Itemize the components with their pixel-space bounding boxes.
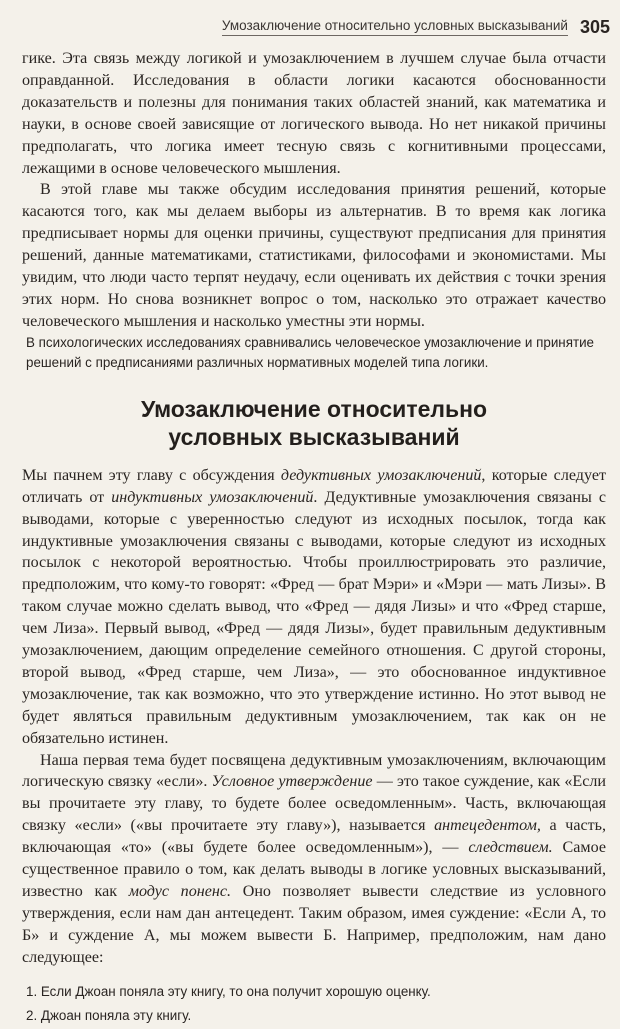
- running-title: Умозаключение относительно условных высказываний: [222, 18, 568, 36]
- term-consequent: следствием.: [468, 839, 553, 857]
- running-head: [210, 12, 610, 42]
- summary-note: В психологических исследованиях сравнивались человеческое умозаключение и принятие решений с предписаниями различных нормативных моделей типа логики.: [26, 334, 595, 370]
- term-modus-ponens: модус поненс.: [128, 883, 232, 900]
- paragraph-3-text-2: , которые следует отличать от: [22, 466, 606, 506]
- paragraph-4-text-2: — это такое суждение, как «Если вы прочитаете эту главу, то будете более осведомленным». Часть, включающая связку «если» («вы прочитаете эту главу»), называется: [22, 773, 606, 835]
- section-heading-line-1: Умозаключение относительно: [140, 395, 488, 422]
- term-conditional: Условное утверждение: [211, 773, 373, 791]
- paragraph-1: гике. Эта связь между логикой и умозаключением в лучшем случае была отчасти оправданной. Исследования в области логики касаются обоснованности доказательств и полезны для понимания таких областей знаний, как математика и науки, в основе своей зависящие от логического вывода. Но нет никакой причины предполагать, что логика имеет тесную связь с когнитивными процессами, лежащими в основе человеческого мышления.: [22, 50, 606, 177]
- paragraph-3: [22, 465, 606, 750]
- paragraph-3-text-3: . Дедуктивные умозаключения связаны с выводами, которые с уверенностью следуют из исходных посылок, тогда как индуктивные умозаключения связаны с выводами, которые следуют из исходных посылок с некоторой вероятностью. Чтобы проиллюстрировать это различие, предположим, что кому-то говорят: «Фред — брат Мэри» и «Мэри — мать Лизы». В таком случае можно сделать вывод, что «Фред — дядя Лизы» и что «Фред старше, чем Лиза». Первый вывод, «Фред — дядя Лизы», будет правильным дедуктивным умозаключением, дающим определение семейного отношения. С другой стороны, второй вывод, «Фред старше, чем Лиза», — это обоснованное индуктивное умозаключение, так как возможно, что это утверждение истинно. Но этот вывод не будет являться правильным дедуктивным умозаключением, так как он не обязательно истинен.: [22, 488, 606, 747]
- term-deductive: дедуктивных умозаключений: [280, 466, 482, 484]
- list-item: 1. Если Джоан поняла эту книгу, то она получит хорошую оценку.: [26, 983, 431, 999]
- page-number: 305: [579, 16, 610, 37]
- section-heading-line-2: условных высказываний: [168, 423, 460, 450]
- term-antecedent: антецедентом,: [434, 817, 541, 835]
- premise-list: [22, 981, 606, 1027]
- paragraph-4-text-4: Самое существенное правило о том, как делать выводы в логике условных высказываний, известно как: [22, 839, 606, 900]
- paragraph-2: В этой главе мы также обсудим исследования принятия решений, которые касаются того, как мы делаем выборы из альтернатив. В то время как логика предписывает нормы для оценки причины, существуют предписания для принятия решений, данные математиками, статистиками, философами и экономистами. Мы увидим, что люди часто терпят неудачу, если оценивать их действия с точки зрения этих норм. Но снова возникнет вопрос о том, насколько это отражает качество человеческого мышления и насколько уместны эти нормы.: [22, 181, 606, 330]
- paragraph-4-text-5: Оно позволяет вывести следствие из условного утверждения, если нам дан антецедент. Таким образом, имея суждение: «Если А, то Б» и суждение А, мы можем вывести Б. Например, предположим, нам дано следующее:: [22, 883, 606, 966]
- list-item: 2. Джоан поняла эту книгу.: [26, 1007, 192, 1023]
- paragraph-4-text-1: Наша первая тема будет посвящена дедуктивным умозаключениям, включающим логическую связку «если».: [22, 751, 606, 791]
- term-inductive: индуктивных умозаключений: [111, 488, 314, 506]
- body-text: [22, 48, 606, 1029]
- paragraph-4: [22, 750, 606, 969]
- section-heading: [22, 395, 606, 451]
- paragraph-3-text-1: Мы пачнем эту главу с обсуждения: [22, 466, 281, 484]
- paragraph-4-text-3: а часть, включающая «то» («вы будете более осведомленным»), —: [22, 817, 607, 857]
